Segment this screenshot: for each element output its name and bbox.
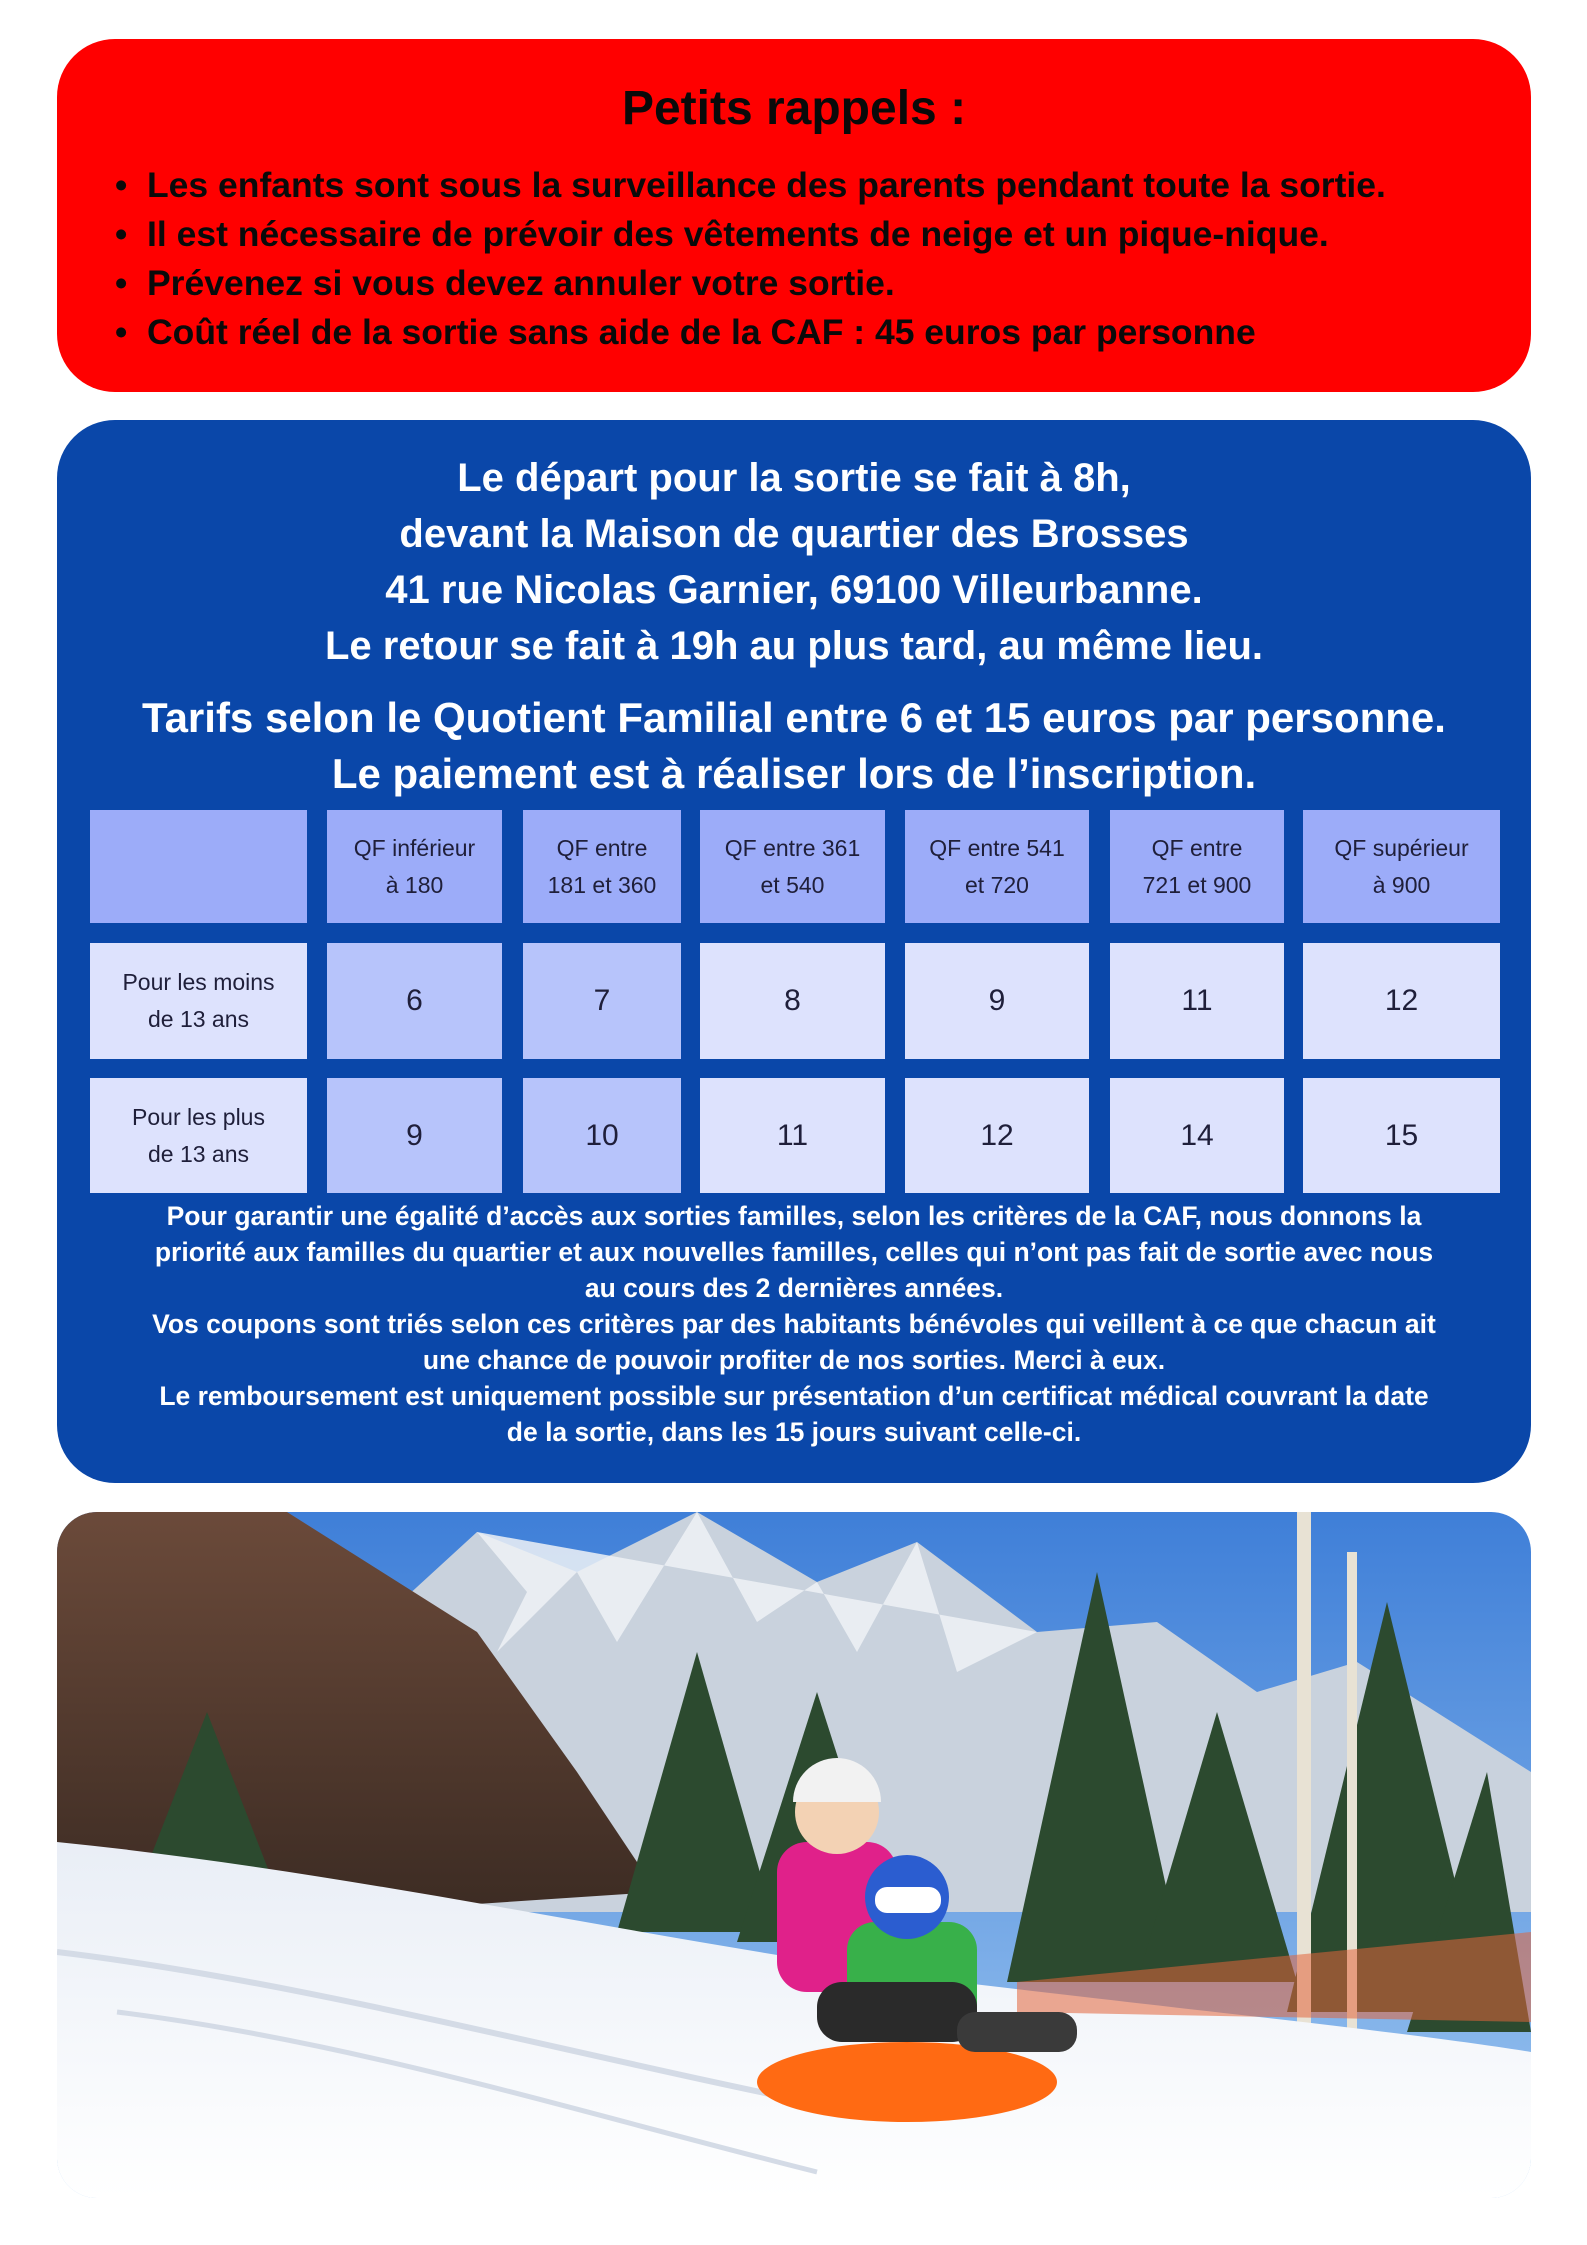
departure-line: devant la Maison de quartier des Brosses [399,512,1189,556]
price-cell: 14 [1110,1078,1284,1193]
reminder-item: • Coût réel de la sortie sans aide de la CAF : 45 euros par personne [107,308,1531,357]
table-header-cell: QF entre 541 et 720 [905,810,1089,923]
price-cell: 9 [905,943,1089,1059]
reminder-item: • Prévenez si vous devez annuler votre sortie. [107,259,1531,308]
table-header-cell: QF entre 181 et 360 [523,810,681,923]
policy-line: une chance de pouvoir profiter de nos sorties. Merci à eux. [422,1345,1166,1375]
tariffs-info [57,690,1531,802]
bullet-icon: • [115,313,128,352]
bullet-icon: • [115,264,128,303]
policy-line: Pour garantir une égalité d’accès aux sorties familles, selon les critères de la CAF, nous donnons la [166,1201,1422,1231]
price-cell: 10 [523,1078,681,1193]
table-header-cell: QF supérieur à 900 [1303,810,1500,923]
price-cell: 8 [700,943,885,1059]
table-header-cell: QF entre 721 et 900 [1110,810,1284,923]
bullet-icon: • [115,215,128,254]
price-cell: 9 [327,1078,502,1193]
price-cell: 12 [1303,943,1500,1059]
table-row-label: Pour les moins de 13 ans [90,943,307,1059]
price-cell: 11 [1110,943,1284,1059]
departure-line: 41 rue Nicolas Garnier, 69100 Villeurbanne. [385,568,1203,612]
price-cell: 11 [700,1078,885,1193]
sledding-photo-image [57,1512,1531,2198]
reminders-list [107,161,1531,357]
table-header-cell: QF entre 361 et 540 [700,810,885,923]
price-cell: 7 [523,943,681,1059]
price-cell: 12 [905,1078,1089,1193]
policy-text [57,1198,1531,1450]
table-corner-cell [90,810,307,923]
bullet-icon: • [115,166,128,205]
policy-line: au cours des 2 dernières années. [584,1273,1004,1303]
tariffs-line: Le paiement est à réaliser lors de l’inscription. [331,750,1257,797]
policy-line: priorité aux familles du quartier et aux nouvelles familles, celles qui n’ont pas fait de sortie avec nous [154,1237,1434,1267]
table-header-cell: QF inférieur à 180 [327,810,502,923]
table-row-label: Pour les plus de 13 ans [90,1078,307,1193]
info-panel [57,420,1531,1483]
reminders-panel [57,39,1531,392]
departure-info [57,450,1531,674]
sledding-photo [57,1512,1531,2198]
policy-line: Le remboursement est uniquement possible sur présentation d’un certificat médical couvrant la date [159,1381,1429,1411]
policy-line: de la sortie, dans les 15 jours suivant celle-ci. [506,1417,1082,1447]
reminder-item: • Il est nécessaire de prévoir des vêtements de neige et un pique-nique. [107,210,1531,259]
price-cell: 6 [327,943,502,1059]
reminders-title: Petits rappels : [621,82,967,135]
departure-line: Le retour se fait à 19h au plus tard, au même lieu. [324,624,1264,668]
departure-line: Le départ pour la sortie se fait à 8h, [457,456,1131,500]
price-table [90,810,1500,1193]
reminder-item: • Les enfants sont sous la surveillance des parents pendant toute la sortie. [107,161,1531,210]
tariffs-line: Tarifs selon le Quotient Familial entre 6 et 15 euros par personne. [142,694,1446,741]
policy-line: Vos coupons sont triés selon ces critères par des habitants bénévoles qui veillent à ce que chacun ait [152,1309,1436,1339]
price-cell: 15 [1303,1078,1500,1193]
